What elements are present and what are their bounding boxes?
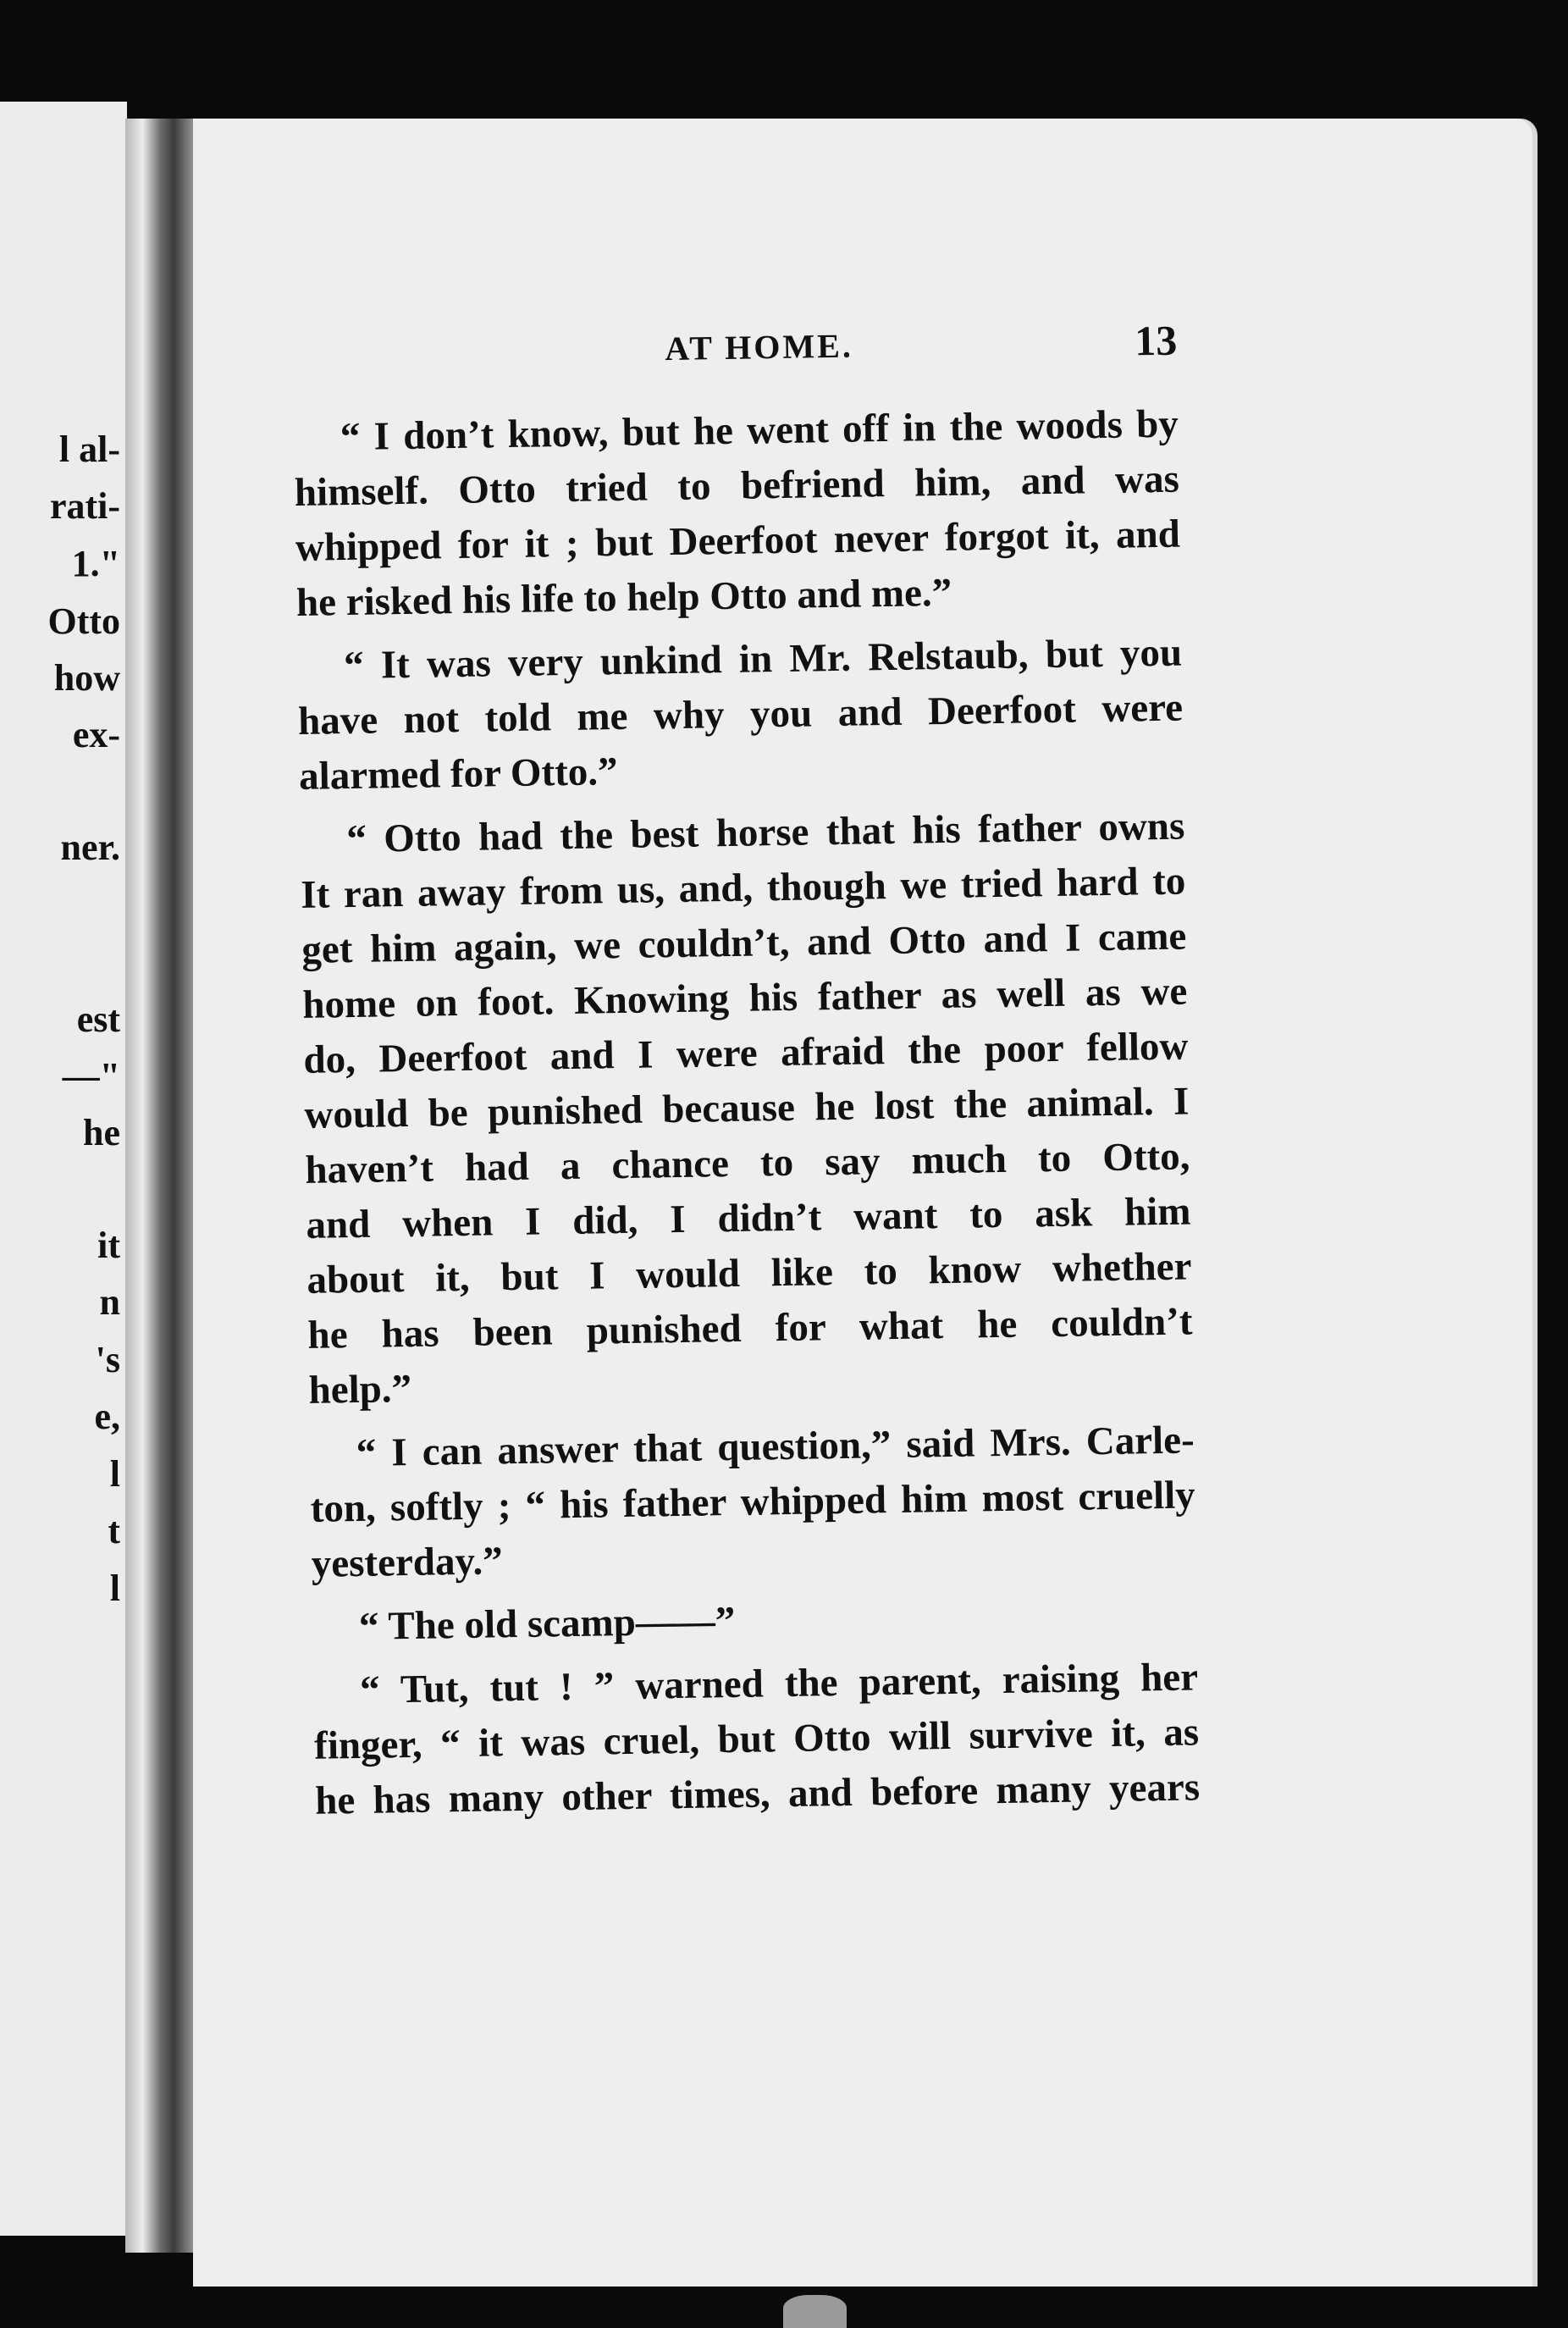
text-line: “ Tut, tut ! ” warned the parent, raising her bbox=[359, 1655, 1199, 1712]
text-line: do, Deerfoot and I were afraid the poor fellow bbox=[303, 1024, 1189, 1082]
text-line: “ I can answer that question,” said Mrs. Carle- bbox=[356, 1418, 1195, 1475]
left-page-text: Otto bbox=[47, 600, 120, 642]
text-line: he has many other times, and before many years bbox=[314, 1765, 1201, 1823]
text-line: yesterday.” bbox=[311, 1539, 504, 1586]
left-page-text: 's bbox=[95, 1339, 120, 1380]
text-line: alarmed for Otto.” bbox=[298, 749, 618, 799]
text-line: whipped for it ; but Deerfoot never forgot it, and bbox=[295, 511, 1181, 570]
text-line: “ It was very unkind in Mr. Relstaub, but you bbox=[343, 630, 1183, 688]
left-page bbox=[0, 102, 127, 2236]
left-page-text: rati- bbox=[49, 485, 120, 527]
left-page-text: t bbox=[108, 1510, 120, 1551]
paragraph bbox=[300, 799, 1194, 1418]
running-head-title: AT HOME. bbox=[664, 326, 854, 368]
text-line: ton, softly ; “ his father whipped him most cruelly bbox=[310, 1473, 1196, 1531]
text-line: he has been punished for what he couldn’t bbox=[307, 1299, 1193, 1358]
text-line: help.” bbox=[308, 1366, 412, 1413]
scanner-clip-mark bbox=[783, 2295, 847, 2328]
left-page-text: l al- bbox=[58, 429, 120, 470]
left-page-text: ex- bbox=[72, 714, 120, 755]
left-page-text: est bbox=[76, 998, 120, 1040]
book-gutter bbox=[125, 119, 195, 2253]
text-line: “ The old scamp——” bbox=[358, 1598, 736, 1649]
paragraph bbox=[297, 626, 1184, 805]
text-line: he risked his life to help Otto and me.” bbox=[295, 570, 952, 625]
page-text-block bbox=[292, 316, 1201, 1838]
text-line: finger, “ it was cruel, but Otto will survive it, as bbox=[313, 1710, 1200, 1768]
left-page-text: 1." bbox=[71, 543, 120, 584]
paragraph bbox=[312, 1586, 1197, 1655]
text-line: “ I don’t know, but he went off in the woods by bbox=[340, 401, 1179, 460]
left-page-text: l bbox=[109, 1568, 120, 1609]
left-page-text: ner. bbox=[60, 827, 120, 868]
text-line: have not told me why you and Deerfoot were bbox=[297, 685, 1184, 744]
running-head bbox=[292, 316, 1178, 411]
page-number: 13 bbox=[1134, 316, 1178, 365]
text-line: It ran away from us, and, though we tried hard to bbox=[300, 859, 1186, 917]
paragraph bbox=[309, 1413, 1196, 1591]
left-page-text: l bbox=[109, 1453, 120, 1495]
left-page-text: it bbox=[97, 1225, 120, 1266]
text-line: get him again, we couldn’t, and Otto and I came bbox=[301, 914, 1187, 972]
text-line: and when I did, I didn’t want to ask him bbox=[306, 1189, 1191, 1247]
paragraph bbox=[313, 1650, 1201, 1828]
text-line: home on foot. Knowing his father as well as we bbox=[302, 969, 1188, 1027]
text-line: would be punished because he lost the animal. I bbox=[304, 1079, 1190, 1137]
text-line: about it, but I would like to know whether bbox=[306, 1244, 1192, 1302]
left-page-text: n bbox=[99, 1281, 120, 1323]
left-page-text: how bbox=[53, 657, 120, 699]
text-line: haven’t had a chance to say much to Otto, bbox=[305, 1134, 1190, 1192]
left-page-text: he bbox=[83, 1112, 120, 1153]
left-page-text: e, bbox=[94, 1396, 120, 1437]
text-line: “ Otto had the best horse that his father owns bbox=[345, 804, 1185, 862]
text-line: himself. Otto tried to befriend him, and was bbox=[294, 456, 1180, 515]
left-page-text: —" bbox=[62, 1055, 120, 1097]
paragraph bbox=[293, 397, 1181, 631]
